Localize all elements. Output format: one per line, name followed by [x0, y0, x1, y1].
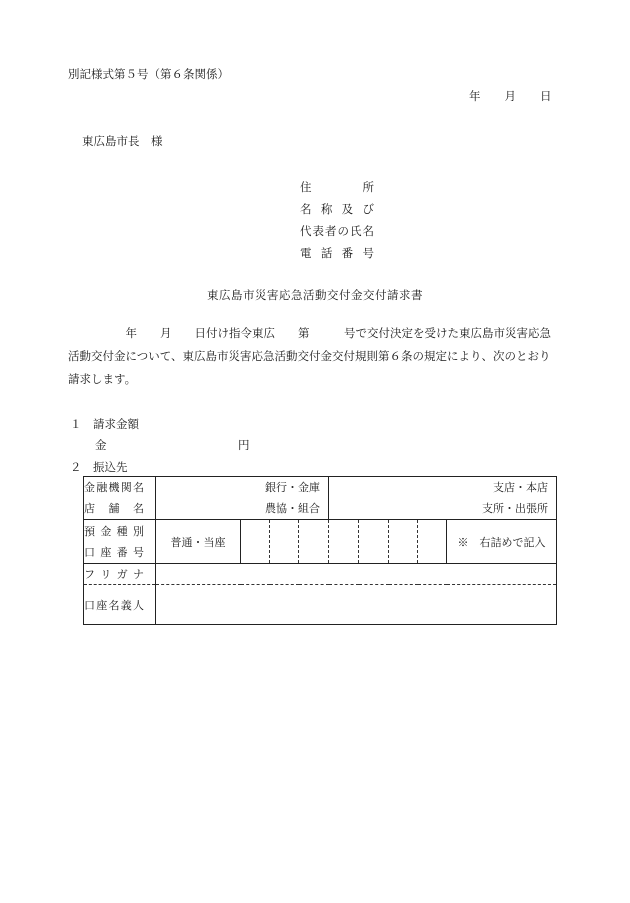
addressee: 東広島市長 様	[82, 134, 163, 148]
applicant-block	[300, 176, 374, 264]
name-label: 名 称 及 び	[300, 202, 374, 216]
account-holder-field[interactable]	[156, 585, 557, 625]
furigana-row	[84, 564, 557, 585]
furigana-label-cell	[84, 564, 156, 585]
account-digit-4[interactable]	[329, 520, 359, 564]
representative-label: 代表者の氏名	[300, 224, 374, 238]
holder-label-cell	[84, 585, 156, 625]
account-label-cell	[84, 520, 156, 564]
account-type-label: 預 金 種 別	[84, 524, 144, 538]
form-number: 別記様式第５号（第６条関係）	[68, 67, 229, 81]
date-month: 月	[504, 89, 516, 103]
bank-type-options-2: 農協・組合	[265, 502, 320, 515]
date-line	[469, 88, 552, 104]
account-digit-3[interactable]	[299, 520, 329, 564]
date-day: 日	[540, 89, 552, 103]
bank-name-field[interactable]	[156, 477, 329, 520]
right-align-note: ※ 右詰めで記入	[447, 520, 557, 564]
account-type-field[interactable]: 普通・当座	[156, 520, 241, 564]
furigana-field[interactable]	[156, 564, 557, 585]
document-title: 東広島市災害応急活動交付金交付請求書	[207, 288, 423, 302]
section-request-amount: １ 請求金額	[70, 417, 139, 431]
phone-label: 電 話 番 号	[300, 246, 374, 260]
section-transfer-destination: ２ 振込先	[70, 460, 128, 474]
bank-type-options: 銀行・金庫	[265, 481, 320, 494]
branch-type-options-2: 支所・出張所	[482, 502, 548, 515]
account-number-label: 口 座 番 号	[84, 545, 144, 559]
address-label: 住 所	[300, 180, 374, 194]
holder-row	[84, 585, 557, 625]
branch-name-field[interactable]	[329, 477, 557, 520]
account-digit-1[interactable]	[241, 520, 270, 564]
bank-account-table	[83, 476, 557, 625]
furigana-label: フ リ ガ ナ	[84, 568, 144, 581]
account-digit-6[interactable]	[389, 520, 418, 564]
bank-name-label: 金融機関名	[84, 481, 144, 494]
branch-type-options: 支店・本店	[493, 481, 548, 494]
bank-row	[84, 477, 557, 520]
date-year: 年	[469, 89, 481, 103]
account-digit-7[interactable]	[418, 520, 447, 564]
account-row	[84, 520, 557, 564]
account-holder-label: 口座名義人	[84, 598, 144, 612]
branch-label: 店 舗 名	[84, 502, 144, 515]
bank-label-cell	[84, 477, 156, 520]
amount-label: 金	[95, 438, 107, 452]
account-digit-5[interactable]	[359, 520, 389, 564]
account-digit-2[interactable]	[270, 520, 299, 564]
amount-unit: 円	[238, 438, 250, 452]
request-body: 年 月 日付け指令東広 第 号で交付決定を受けた東広島市災害応急活動交付金について、東広島市災害応急活動交付金交付規則第６条の規定により、次のとおり請求します。	[68, 326, 551, 386]
